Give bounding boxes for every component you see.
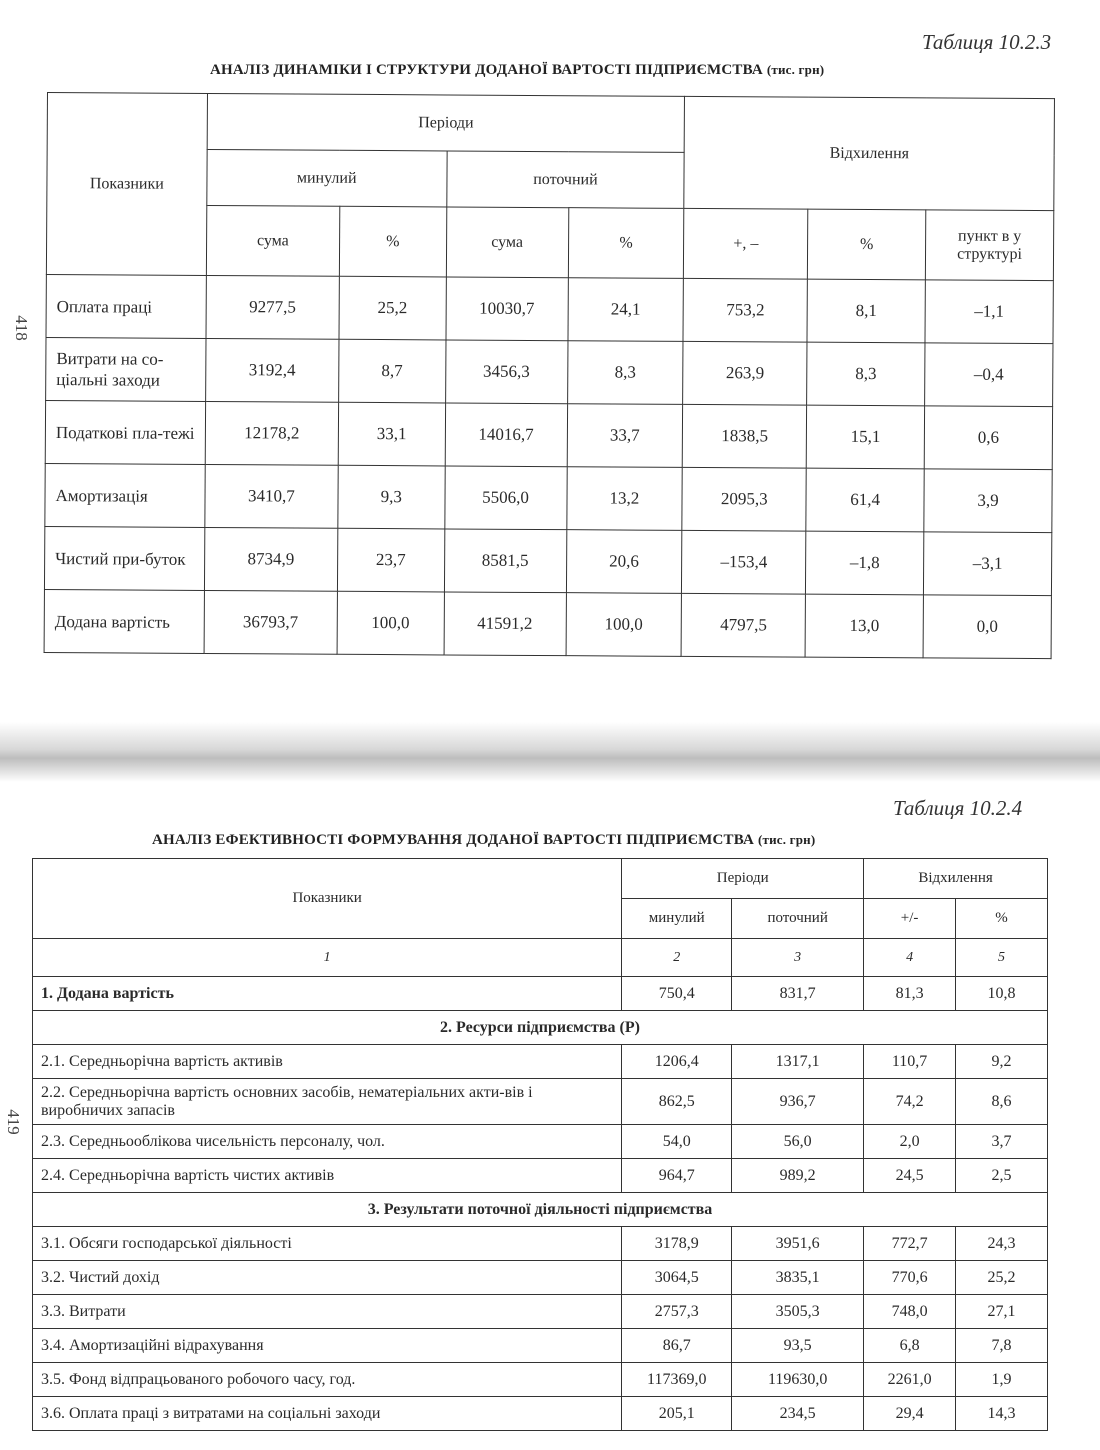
table-row bbox=[45, 463, 1052, 532]
cell: 81,3 bbox=[864, 977, 956, 1011]
table2-title bbox=[152, 832, 815, 849]
t2-col-index-5: 5 bbox=[956, 939, 1048, 977]
t2-col-index-1: 1 bbox=[33, 939, 622, 977]
cell: 10030,7 bbox=[446, 277, 568, 341]
row-label: 2.3. Середньооблікова чисельність персоналу, чол. bbox=[33, 1125, 622, 1159]
cell: 25,2 bbox=[956, 1261, 1048, 1295]
cell: 2757,3 bbox=[622, 1295, 732, 1329]
table-row bbox=[45, 400, 1052, 469]
t2-header-periods: Періоди bbox=[622, 859, 864, 899]
cell: 36793,7 bbox=[204, 590, 337, 654]
table-row bbox=[46, 337, 1053, 406]
cell: 110,7 bbox=[864, 1045, 956, 1079]
cell: –1,1 bbox=[925, 280, 1053, 344]
cell: 12178,2 bbox=[205, 401, 338, 465]
cell: 86,7 bbox=[622, 1329, 732, 1363]
cell: 54,0 bbox=[622, 1125, 732, 1159]
row-label: 1. Додана вартість bbox=[33, 977, 622, 1011]
table2-title-unit: (тис. грн) bbox=[757, 832, 816, 847]
cell: 234,5 bbox=[732, 1397, 864, 1431]
row-label: Податкові пла-тежі bbox=[45, 400, 205, 464]
cell: 7,8 bbox=[956, 1329, 1048, 1363]
t2-header-current: поточний bbox=[732, 899, 864, 939]
cell: 8,1 bbox=[807, 279, 925, 343]
table-row bbox=[33, 1079, 1048, 1125]
row-label: Витрати на со-ціальні заходи bbox=[46, 337, 206, 401]
table-row bbox=[33, 1397, 1048, 1431]
table1-title bbox=[210, 62, 824, 79]
table-row bbox=[33, 977, 1048, 1011]
cell: 27,1 bbox=[956, 1295, 1048, 1329]
cell: 33,1 bbox=[338, 402, 445, 466]
row-label: 3.1. Обсяги господарської діяльності bbox=[33, 1227, 622, 1261]
row-label: Чистий при-буток bbox=[44, 526, 204, 590]
page-number-bottom: 419 bbox=[3, 1109, 23, 1135]
table-row bbox=[33, 1295, 1048, 1329]
t2-header-past: минулий bbox=[622, 899, 732, 939]
cell: 750,4 bbox=[622, 977, 732, 1011]
cell: 772,7 bbox=[864, 1227, 956, 1261]
cell: 29,4 bbox=[864, 1397, 956, 1431]
t2-col-index-2: 2 bbox=[622, 939, 732, 977]
cell: 119630,0 bbox=[732, 1363, 864, 1397]
table-row bbox=[33, 1261, 1048, 1295]
table-row bbox=[33, 1227, 1048, 1261]
cell: 15,1 bbox=[806, 405, 924, 469]
cell: –0,4 bbox=[925, 343, 1053, 407]
cell: 74,2 bbox=[864, 1079, 956, 1125]
cell: –3,1 bbox=[924, 532, 1052, 596]
cell: 9,3 bbox=[338, 465, 445, 529]
table-row bbox=[44, 526, 1051, 595]
cell: 8,3 bbox=[807, 342, 925, 406]
cell: 753,2 bbox=[683, 278, 807, 342]
cell: 93,5 bbox=[732, 1329, 864, 1363]
row-label: 2.1. Середньорічна вартість активів bbox=[33, 1045, 622, 1079]
cell: 14016,7 bbox=[445, 403, 567, 467]
cell: 8734,9 bbox=[204, 527, 337, 591]
section-heading: 2. Ресурси підприємства (Р) bbox=[33, 1011, 1048, 1045]
table2 bbox=[32, 858, 1048, 1431]
cell: 0,0 bbox=[923, 595, 1051, 659]
cell: 8581,5 bbox=[444, 529, 566, 593]
cell: 3456,3 bbox=[445, 340, 567, 404]
row-label: 3.6. Оплата праці з витратами на соціальні заходи bbox=[33, 1397, 622, 1431]
table-row bbox=[33, 1159, 1048, 1193]
cell: 1317,1 bbox=[732, 1045, 864, 1079]
cell: 23,7 bbox=[337, 528, 444, 592]
cell: 2,5 bbox=[956, 1159, 1048, 1193]
cell: 13,0 bbox=[805, 594, 923, 658]
cell: 6,8 bbox=[864, 1329, 956, 1363]
cell: 3192,4 bbox=[206, 338, 339, 402]
cell: 936,7 bbox=[732, 1079, 864, 1125]
cell: 263,9 bbox=[683, 341, 807, 405]
cell: 8,6 bbox=[956, 1079, 1048, 1125]
row-label: 3.3. Витрати bbox=[33, 1295, 622, 1329]
t1-header-pct-deviation: % bbox=[808, 209, 926, 280]
page-number-top: 418 bbox=[11, 315, 31, 341]
table2-caption: Таблиця 10.2.4 bbox=[893, 796, 1023, 820]
cell: 9,2 bbox=[956, 1045, 1048, 1079]
t1-header-pct-current: % bbox=[568, 208, 684, 279]
cell: 2,0 bbox=[864, 1125, 956, 1159]
row-label: 3.5. Фонд відпрацьованого робочого часу, год. bbox=[33, 1363, 622, 1397]
t1-header-plus-minus: +, – bbox=[684, 208, 808, 279]
cell: 3,7 bbox=[956, 1125, 1048, 1159]
cell: 831,7 bbox=[732, 977, 864, 1011]
t2-header-deviation: Відхилення bbox=[864, 859, 1048, 899]
row-label: Оплата праці bbox=[46, 274, 206, 338]
t1-header-sum-current: сума bbox=[446, 207, 568, 278]
cell: 3178,9 bbox=[622, 1227, 732, 1261]
cell: 13,2 bbox=[566, 467, 682, 531]
row-label: 3.2. Чистий дохід bbox=[33, 1261, 622, 1295]
cell: 100,0 bbox=[337, 591, 444, 655]
table-row bbox=[33, 1329, 1048, 1363]
cell: 2095,3 bbox=[682, 467, 806, 531]
page-gutter-shadow bbox=[0, 722, 1100, 782]
row-label: Амортизація bbox=[45, 463, 205, 527]
cell: 24,3 bbox=[956, 1227, 1048, 1261]
cell: 1838,5 bbox=[683, 404, 807, 468]
cell: 56,0 bbox=[732, 1125, 864, 1159]
t2-header-pct: % bbox=[956, 899, 1048, 939]
t1-header-deviation: Відхилення bbox=[684, 96, 1054, 210]
cell: 964,7 bbox=[622, 1159, 732, 1193]
table-row bbox=[33, 1045, 1048, 1079]
cell: 3,9 bbox=[924, 469, 1052, 533]
cell: 2261,0 bbox=[864, 1363, 956, 1397]
cell: 25,2 bbox=[339, 276, 446, 340]
row-label: 2.2. Середньорічна вартість основних засобів, нематеріальних акти-вів і виробничих запасів bbox=[33, 1079, 622, 1125]
row-label: 2.4. Середньорічна вартість чистих активів bbox=[33, 1159, 622, 1193]
cell: 989,2 bbox=[732, 1159, 864, 1193]
cell: 748,0 bbox=[864, 1295, 956, 1329]
cell: 24,5 bbox=[864, 1159, 956, 1193]
t2-col-index-4: 4 bbox=[864, 939, 956, 977]
section-heading: 3. Результати поточної діяльності підприємства bbox=[33, 1193, 1048, 1227]
cell: 41591,2 bbox=[444, 592, 566, 656]
t1-header-pct-past: % bbox=[339, 206, 446, 277]
cell: 3835,1 bbox=[732, 1261, 864, 1295]
cell: 5506,0 bbox=[444, 466, 566, 530]
t2-header-indicators: Показники bbox=[33, 859, 622, 939]
table-row bbox=[44, 589, 1051, 658]
cell: –153,4 bbox=[682, 530, 806, 594]
cell: 862,5 bbox=[622, 1079, 732, 1125]
row-label: Додана вартість bbox=[44, 589, 204, 653]
table1 bbox=[44, 92, 1055, 659]
table1-title-unit: (тис. грн) bbox=[766, 62, 825, 77]
cell: 1,9 bbox=[956, 1363, 1048, 1397]
cell: 33,7 bbox=[567, 404, 683, 468]
cell: 14,3 bbox=[956, 1397, 1048, 1431]
cell: 4797,5 bbox=[681, 593, 805, 657]
cell: 9277,5 bbox=[206, 275, 339, 339]
table-row bbox=[33, 1363, 1048, 1397]
table1-title-text: АНАЛІЗ ДИНАМІКИ І СТРУКТУРИ ДОДАНОЇ ВАРТОСТІ ПІДПРИЄМСТВА bbox=[210, 62, 763, 78]
t1-header-past: минулий bbox=[207, 149, 447, 206]
cell: 1206,4 bbox=[622, 1045, 732, 1079]
table2-title-text: АНАЛІЗ ЕФЕКТИВНОСТІ ФОРМУВАННЯ ДОДАНОЇ ВАРТОСТІ ПІДПРИЄМСТВА bbox=[152, 832, 755, 848]
cell: 0,6 bbox=[924, 406, 1052, 470]
cell: 205,1 bbox=[622, 1397, 732, 1431]
t2-col-index-3: 3 bbox=[732, 939, 864, 977]
t1-header-points: пункт в у структурі bbox=[925, 210, 1053, 281]
table-row bbox=[33, 1125, 1048, 1159]
t1-header-indicators: Показники bbox=[46, 93, 207, 276]
cell: 3505,3 bbox=[732, 1295, 864, 1329]
cell: 8,7 bbox=[338, 339, 445, 403]
cell: 3064,5 bbox=[622, 1261, 732, 1295]
cell: 3951,6 bbox=[732, 1227, 864, 1261]
cell: –1,8 bbox=[806, 531, 924, 595]
cell: 117369,0 bbox=[622, 1363, 732, 1397]
table1-caption: Таблиця 10.2.3 bbox=[922, 30, 1052, 54]
table-row bbox=[46, 274, 1053, 343]
cell: 3410,7 bbox=[205, 464, 338, 528]
cell: 20,6 bbox=[566, 530, 682, 594]
section-row bbox=[33, 1193, 1048, 1227]
section-row bbox=[33, 1011, 1048, 1045]
row-label: 3.4. Амортизаційні відрахування bbox=[33, 1329, 622, 1363]
cell: 10,8 bbox=[956, 977, 1048, 1011]
t1-header-periods: Періоди bbox=[207, 93, 685, 152]
t2-header-plus-minus: +/- bbox=[864, 899, 956, 939]
cell: 8,3 bbox=[567, 341, 683, 405]
cell: 100,0 bbox=[566, 593, 682, 657]
t1-header-sum-past: сума bbox=[206, 205, 339, 276]
cell: 770,6 bbox=[864, 1261, 956, 1295]
cell: 24,1 bbox=[567, 278, 683, 342]
cell: 61,4 bbox=[806, 468, 924, 532]
t1-header-current: поточний bbox=[446, 151, 684, 208]
